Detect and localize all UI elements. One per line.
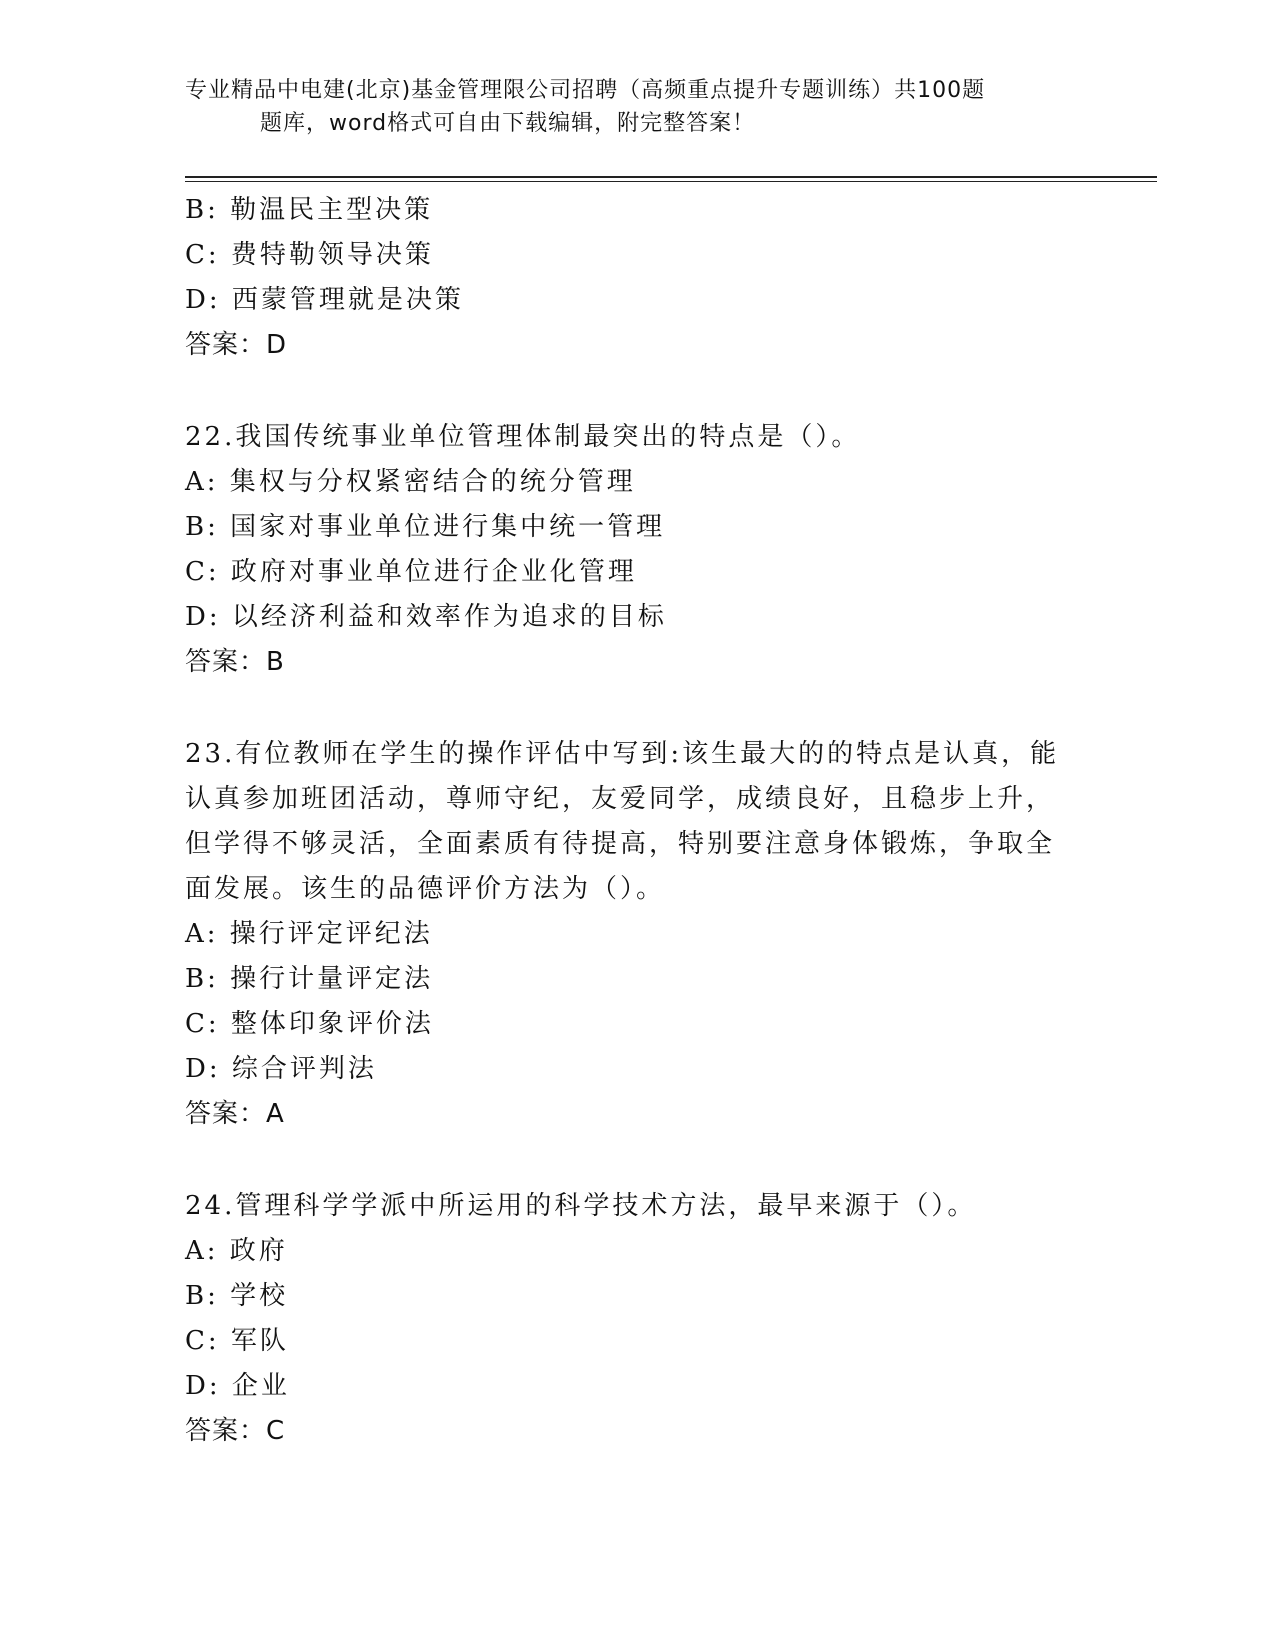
question-stem-line-1: 23.有位教师在学生的操作评估中写到:该生最大的的特点是认真，能 — [185, 739, 1060, 769]
option-c: C: 军队 — [185, 1326, 289, 1356]
header-line-2: 题库，word格式可自由下载编辑，附完整答案！ — [260, 111, 756, 136]
question-stem: 24.管理科学学派中所运用的科学技术方法，最早来源于（）。 — [185, 1191, 977, 1221]
question-21-tail — [185, 188, 1055, 368]
option-b: B: 勒温民主型决策 — [185, 195, 434, 225]
answer-line: 答案：D — [185, 330, 288, 360]
question-stem-line-2: 认真参加班团活动，尊师守纪，友爱同学，成绩良好，且稳步上升， — [185, 784, 1056, 814]
option-c: C: 政府对事业单位进行企业化管理 — [185, 557, 637, 587]
option-d: D: 企业 — [185, 1371, 290, 1401]
option-c: C: 整体印象评价法 — [185, 1009, 434, 1039]
answer-line: 答案：B — [185, 647, 285, 677]
question-23 — [185, 732, 1060, 1137]
answer-line: 答案：C — [185, 1416, 286, 1446]
option-d: D: 西蒙管理就是决策 — [185, 285, 464, 315]
option-c: C: 费特勒领导决策 — [185, 240, 434, 270]
option-a: A: 操行评定评纪法 — [185, 919, 433, 949]
document-header — [185, 74, 1045, 140]
question-22 — [185, 415, 1055, 685]
header-rule-thick — [185, 176, 1157, 178]
question-stem-line-4: 面发展。该生的品德评价方法为（）。 — [185, 874, 666, 904]
option-a: A: 政府 — [185, 1236, 288, 1266]
spacer — [185, 685, 1055, 732]
option-a: A: 集权与分权紧密结合的统分管理 — [185, 467, 636, 497]
question-stem: 22.我国传统事业单位管理体制最突出的特点是（）。 — [185, 422, 861, 452]
header-line-1: 专业精品中电建(北京)基金管理限公司招聘（高频重点提升专题训练）共100题 — [185, 78, 986, 103]
option-b: B: 学校 — [185, 1281, 289, 1311]
option-d: D: 综合评判法 — [185, 1054, 377, 1084]
spacer — [185, 1137, 1055, 1184]
spacer — [185, 368, 1055, 415]
option-b: B: 国家对事业单位进行集中统一管理 — [185, 512, 666, 542]
question-stem-line-3: 但学得不够灵活，全面素质有待提高，特别要注意身体锻炼，争取全 — [185, 829, 1056, 859]
answer-line: 答案：A — [185, 1099, 285, 1129]
question-content — [185, 188, 1060, 1454]
option-d: D: 以经济利益和效率作为追求的目标 — [185, 602, 667, 632]
option-b: B: 操行计量评定法 — [185, 964, 434, 994]
question-24 — [185, 1184, 1055, 1454]
header-rule-thin — [185, 181, 1157, 182]
